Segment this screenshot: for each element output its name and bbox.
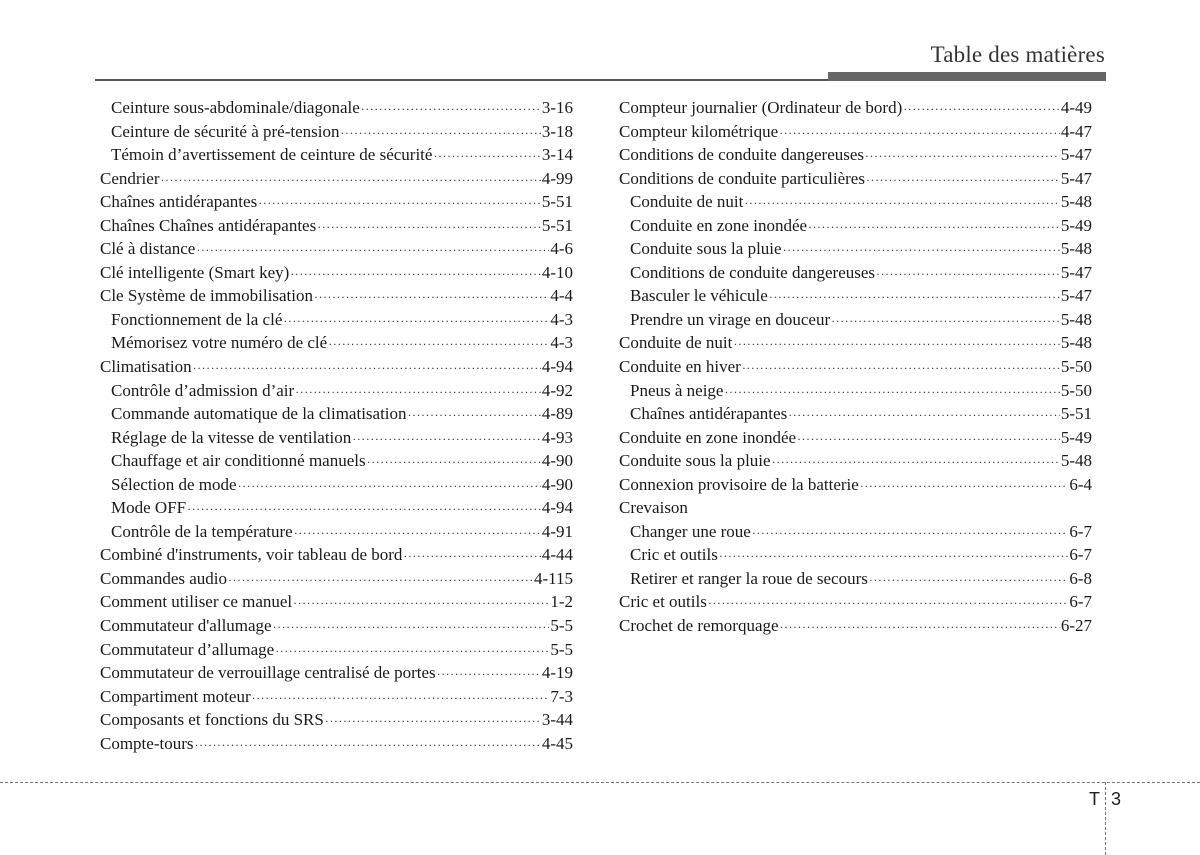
dot-leader — [252, 687, 550, 711]
entry-page-ref: 5-48 — [1060, 192, 1092, 212]
entry-page-ref: 5-47 — [1060, 168, 1092, 188]
index-subentry — [619, 567, 1092, 591]
entry-term: Chaînes antidérapantes — [630, 404, 788, 424]
entry-page-ref: 4-90 — [541, 474, 573, 494]
entry-term: Combiné d'instruments, voir tableau de bord — [100, 545, 403, 565]
index-entry — [100, 661, 573, 685]
dot-leader — [160, 169, 540, 193]
dot-leader — [769, 286, 1060, 310]
index-entry — [100, 543, 573, 567]
index-entry — [100, 732, 573, 756]
entry-page-ref: 5-51 — [1060, 404, 1092, 424]
dot-leader — [273, 616, 550, 640]
index-entry — [619, 496, 1092, 520]
dot-leader — [325, 710, 541, 734]
entry-term: Conduite de nuit — [619, 333, 733, 353]
entry-term: Crochet de remorquage — [619, 616, 779, 636]
index-entry — [100, 614, 573, 638]
dot-leader — [876, 263, 1060, 287]
dot-leader — [317, 216, 541, 240]
entry-term: Connexion provisoire de la batterie — [619, 474, 859, 494]
dot-leader — [433, 145, 540, 169]
entry-page-ref: 5-5 — [550, 639, 573, 659]
entry-page-ref: 4-99 — [541, 168, 573, 188]
index-subentry — [100, 96, 573, 120]
entry-term: Cric et outils — [619, 592, 707, 612]
entry-term: Changer une roue — [630, 521, 751, 541]
index-subentry — [619, 284, 1092, 308]
entry-page-ref: 7-3 — [550, 686, 573, 706]
entry-term: Conduite sous la pluie — [630, 239, 782, 259]
index-entry — [619, 167, 1092, 191]
entry-page-ref: 5-50 — [1060, 380, 1092, 400]
entry-term: Pneus à neige — [630, 380, 724, 400]
entry-term: Cle Système de immobilisation — [100, 286, 313, 306]
entry-term: Ceinture sous-abdominale/diagonale — [111, 98, 360, 117]
dot-leader — [361, 98, 541, 122]
index-subentry — [100, 496, 573, 520]
entry-page-ref: 4-44 — [541, 545, 573, 565]
entry-term: Retirer et ranger la roue de secours — [630, 568, 868, 588]
index-subentry — [619, 214, 1092, 238]
entry-term: Sélection de mode — [111, 474, 237, 494]
dot-leader — [367, 451, 541, 475]
entry-term: Conduite en zone inondée — [630, 215, 808, 235]
entry-term: Conditions de conduite dangereuses — [630, 262, 876, 282]
entry-page-ref: 5-5 — [550, 616, 573, 636]
entry-page-ref: 4-4 — [550, 286, 573, 306]
entry-page-ref: 4-93 — [541, 427, 573, 447]
entry-page-ref: 5-48 — [1060, 309, 1092, 329]
index-entry — [100, 638, 573, 662]
entry-page-ref: 6-7 — [1069, 592, 1092, 612]
entry-page-ref: 4-49 — [1060, 98, 1092, 117]
dot-leader — [865, 145, 1060, 169]
entry-term: Contrôle de la température — [111, 521, 293, 541]
footer-vertical-divider — [1105, 782, 1106, 855]
dot-leader — [314, 286, 549, 310]
index-entry — [100, 567, 573, 591]
index-entry — [619, 355, 1092, 379]
entry-term: Mode OFF — [111, 498, 187, 518]
page-number: 3 — [1111, 789, 1122, 809]
dot-leader — [408, 404, 541, 428]
index-subentry — [619, 261, 1092, 285]
dot-leader — [752, 522, 1068, 546]
entry-page-ref: 4-3 — [550, 309, 573, 329]
entry-page-ref: 5-47 — [1060, 286, 1092, 306]
entry-page-ref: 6-7 — [1069, 521, 1092, 541]
dot-leader — [437, 663, 541, 687]
index-subentry — [100, 402, 573, 426]
index-entry — [100, 190, 573, 214]
dot-leader — [831, 310, 1060, 334]
entry-page-ref: 6-27 — [1060, 616, 1092, 636]
entry-term: Commande automatique de la climatisation — [111, 404, 407, 424]
entry-term: Conduite sous la pluie — [619, 451, 771, 471]
entry-page-ref: 6-4 — [1069, 474, 1092, 494]
dot-leader — [196, 239, 549, 263]
entry-term: Compartiment moteur — [100, 686, 251, 706]
index-subentry — [100, 308, 573, 332]
index-subentry — [100, 120, 573, 144]
entry-term: Clé intelligente (Smart key) — [100, 262, 290, 282]
dot-leader — [797, 428, 1060, 452]
dot-leader — [275, 640, 549, 664]
index-entry — [100, 167, 573, 191]
entry-term: Comment utiliser ce manuel — [100, 592, 293, 612]
header-rule — [95, 79, 828, 81]
index-entry — [619, 614, 1092, 638]
index-subentry — [100, 426, 573, 450]
entry-term: Compteur kilométrique — [619, 121, 779, 141]
index-column-right — [619, 96, 1092, 638]
entry-term: Basculer le véhicule — [630, 286, 768, 306]
index-subentry — [100, 449, 573, 473]
entry-page-ref: 4-115 — [533, 568, 573, 588]
dot-leader — [187, 498, 541, 522]
index-entry — [619, 473, 1092, 497]
entry-page-ref: 5-50 — [1060, 357, 1092, 377]
dot-leader — [193, 357, 541, 381]
dot-leader — [258, 192, 541, 216]
index-subentry — [619, 237, 1092, 261]
dot-leader — [293, 592, 549, 616]
entry-page-ref: 4-94 — [541, 498, 573, 518]
dot-leader — [742, 357, 1060, 381]
dot-leader — [866, 169, 1060, 193]
entry-page-ref: 4-91 — [541, 521, 573, 541]
dot-leader — [733, 333, 1060, 357]
entry-term: Conduite en hiver — [619, 357, 741, 377]
index-entry — [619, 143, 1092, 167]
entry-page-ref: 3-14 — [541, 145, 573, 165]
index-subentry — [619, 190, 1092, 214]
entry-term: Commutateur de verrouillage centralisé de portes — [100, 663, 436, 683]
entry-page-ref: 3-44 — [541, 710, 573, 730]
index-entry — [100, 237, 573, 261]
entry-term: Clé à distance — [100, 239, 196, 259]
entry-term: Conduite en zone inondée — [619, 427, 797, 447]
entry-page-ref: 5-48 — [1060, 451, 1092, 471]
entry-term: Mémorisez votre numéro de clé — [111, 333, 328, 353]
entry-term: Chaînes antidérapantes — [100, 192, 258, 212]
entry-page-ref: 5-47 — [1060, 145, 1092, 165]
entry-term: Compteur journalier (Ordinateur de bord) — [619, 98, 903, 117]
dot-leader — [328, 333, 549, 357]
dot-leader — [283, 310, 549, 334]
index-entry — [619, 331, 1092, 355]
index-entry — [100, 284, 573, 308]
entry-page-ref: 5-48 — [1060, 333, 1092, 353]
entry-term: Conduite de nuit — [630, 192, 744, 212]
entry-term: Fonctionnement de la clé — [111, 309, 283, 329]
entry-page-ref: 6-8 — [1069, 568, 1092, 588]
dot-leader — [228, 569, 533, 593]
entry-page-ref: 6-7 — [1069, 545, 1092, 565]
index-entry — [100, 708, 573, 732]
dot-leader — [295, 381, 541, 405]
page-title: Table des matières — [930, 42, 1105, 67]
entry-term: Conditions de conduite particulières — [619, 168, 865, 188]
entry-page-ref: 5-51 — [541, 192, 573, 212]
index-entry — [619, 590, 1092, 614]
dot-leader — [290, 263, 541, 287]
entry-term: Prendre un virage en douceur — [630, 309, 831, 329]
dot-leader — [403, 545, 540, 569]
entry-page-ref: 3-18 — [541, 121, 573, 141]
dot-leader — [772, 451, 1060, 475]
index-entry — [619, 426, 1092, 450]
entry-page-ref: 5-48 — [1060, 239, 1092, 259]
dot-leader — [719, 545, 1069, 569]
index-column-left — [100, 96, 573, 755]
index-subentry — [100, 379, 573, 403]
index-subentry — [100, 473, 573, 497]
entry-page-ref: 1-2 — [550, 592, 573, 612]
entry-term: Climatisation — [100, 357, 192, 377]
dot-leader — [779, 122, 1060, 146]
header-accent-bar — [828, 72, 1106, 81]
dot-leader — [783, 239, 1060, 263]
entry-term: Compte-tours — [100, 733, 194, 753]
entry-page-ref: 5-51 — [541, 215, 573, 235]
dot-leader — [808, 216, 1060, 240]
dot-leader — [238, 475, 541, 499]
dot-leader — [724, 381, 1059, 405]
index-entry — [100, 355, 573, 379]
entry-page-ref: 5-47 — [1060, 262, 1092, 282]
entry-page-ref: 4-94 — [541, 357, 573, 377]
dot-leader — [903, 98, 1060, 122]
entry-term: Chaînes Chaînes antidérapantes — [100, 215, 317, 235]
entry-page-ref: 5-49 — [1060, 427, 1092, 447]
entry-term: Témoin d’avertissement de ceinture de sécurité — [111, 145, 433, 165]
entry-term: Chauffage et air conditionné manuels — [111, 451, 366, 471]
dot-leader — [780, 616, 1060, 640]
dot-leader — [340, 122, 540, 146]
index-entry — [619, 120, 1092, 144]
entry-term: Composants et fonctions du SRS — [100, 710, 324, 730]
index-entry — [100, 685, 573, 709]
footer-divider — [0, 782, 1200, 783]
dot-leader — [744, 192, 1060, 216]
entry-page-ref: 4-89 — [541, 404, 573, 424]
entry-term: Ceinture de sécurité à pré-tension — [111, 121, 340, 141]
entry-page-ref: 4-3 — [550, 333, 573, 353]
entry-term: Commutateur d'allumage — [100, 616, 272, 636]
index-entry — [100, 261, 573, 285]
entry-page-ref: 4-92 — [541, 380, 573, 400]
dot-leader — [294, 522, 541, 546]
entry-page-ref: 4-90 — [541, 451, 573, 471]
dot-leader — [195, 734, 541, 758]
index-subentry — [100, 143, 573, 167]
index-entry — [619, 449, 1092, 473]
entry-term: Cendrier — [100, 168, 160, 188]
dot-leader — [708, 592, 1069, 616]
entry-page-ref: 4-6 — [550, 239, 573, 259]
dot-leader — [869, 569, 1068, 593]
entry-term: Cric et outils — [630, 545, 718, 565]
entry-term: Contrôle d’admission d’air — [111, 380, 295, 400]
entry-page-ref: 4-19 — [541, 663, 573, 683]
index-subentry — [100, 331, 573, 355]
dot-leader — [352, 428, 541, 452]
dot-leader — [860, 475, 1069, 499]
index-subentry — [619, 308, 1092, 332]
entry-page-ref: 4-10 — [541, 262, 573, 282]
index-entry — [100, 214, 573, 238]
entry-term: Réglage de la vitesse de ventilation — [111, 427, 352, 447]
index-entry — [619, 96, 1092, 120]
index-subentry — [619, 520, 1092, 544]
entry-term: Commandes audio — [100, 568, 228, 588]
section-letter: T — [1089, 789, 1100, 809]
entry-term: Crevaison — [619, 498, 688, 518]
dot-leader — [788, 404, 1060, 428]
entry-term: Conditions de conduite dangereuses — [619, 145, 865, 165]
entry-term: Commutateur d’allumage — [100, 639, 275, 659]
index-subentry — [619, 379, 1092, 403]
entry-page-ref: 5-49 — [1060, 215, 1092, 235]
entry-page-ref: 4-47 — [1060, 121, 1092, 141]
index-subentry — [619, 543, 1092, 567]
index-entry — [100, 590, 573, 614]
entry-page-ref: 3-16 — [541, 98, 573, 117]
index-subentry — [100, 520, 573, 544]
index-subentry — [619, 402, 1092, 426]
entry-page-ref: 4-45 — [541, 733, 573, 753]
